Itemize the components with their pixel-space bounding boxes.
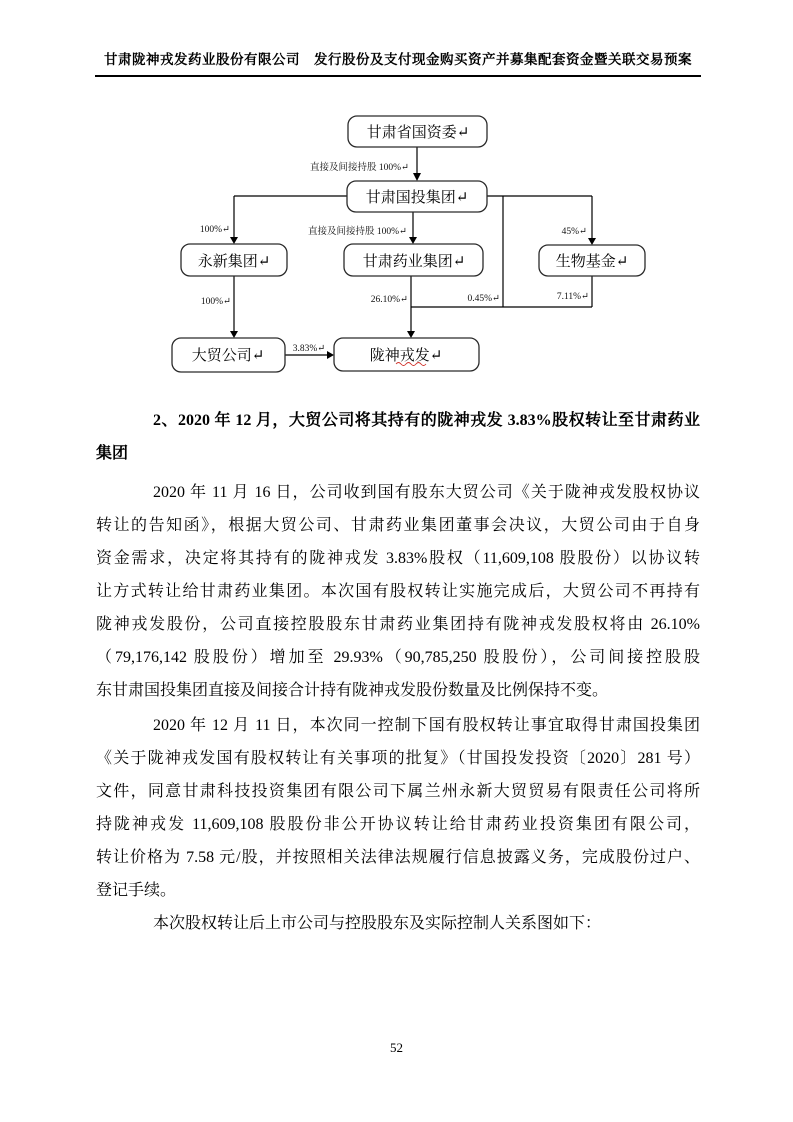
node-guotou-group bbox=[347, 181, 487, 212]
label-lower-left-100: 100%↵ bbox=[200, 297, 231, 307]
text-line: 转让的告知函》，根据大贸公司、甘肃药业集团董事会决议，大贸公司由于自身 bbox=[96, 517, 700, 534]
paragraph-3 bbox=[96, 907, 700, 940]
text-line: 转让价格为 7.58 元/股，并按照相关法律法规履行信息披露义务，完成股份过户、 bbox=[96, 849, 700, 866]
node-provincial-sasac-label: 甘肃省国资委↵ bbox=[366, 125, 470, 141]
header-title: 甘肃陇神戎发药业股份有限公司 发行股份及支付现金购买资产并募集配套资金暨关联交易预案 bbox=[104, 52, 692, 67]
node-yongxin-group-label: 永新集团↵ bbox=[197, 254, 271, 270]
node-provincial-sasac bbox=[348, 116, 487, 147]
label-26-10: 26.10%↵ bbox=[370, 295, 408, 305]
arrowhead-yongxin bbox=[230, 237, 238, 244]
arrowhead-guotou bbox=[413, 173, 421, 181]
node-bio-fund bbox=[539, 245, 645, 276]
node-yongxin-group bbox=[181, 244, 287, 276]
node-damao-company-label: 大贸公司↵ bbox=[191, 348, 265, 364]
text-line: 让方式转让给甘肃药业集团。本次国有股权转让实施完成后，大贸公司不再持有 bbox=[96, 583, 700, 600]
text-line: （79,176,142 股股份）增加至 29.93%（90,785,250 股股份），公司间接控股股 bbox=[96, 649, 700, 666]
label-0-45: 0.45%↵ bbox=[467, 294, 500, 304]
label-left-100: 100%↵ bbox=[199, 225, 230, 235]
arrowhead-biofund bbox=[588, 238, 596, 245]
text-line: 本次股权转让后上市公司与控股股东及实际控制人关系图如下： bbox=[153, 915, 602, 932]
text-line: 2020 年 11 月 16 日，公司收到国有股东大贸公司《关于陇神戎发股权协议 bbox=[153, 484, 700, 501]
node-longshen-rongfa-label: 陇神戎发↵ bbox=[369, 348, 443, 364]
arrowhead-longshen-top bbox=[407, 331, 415, 338]
text-line: 登记手续。 bbox=[96, 882, 177, 899]
text-line: 文件，同意甘肃科技投资集团有限公司下属兰州永新大贸贸易有限责任公司将所 bbox=[96, 783, 700, 800]
paragraph-1 bbox=[96, 476, 700, 707]
text-line: 2、2020 年 12 月，大贸公司将其持有的陇神戎发 3.83%股权转让至甘肃药业 bbox=[153, 412, 700, 429]
arrowhead-pharma bbox=[409, 237, 417, 244]
label-45: 45%↵ bbox=[561, 227, 587, 237]
text-line: 资金需求，决定将其持有的陇神戎发 3.83%股权（11,609,108 股股份）以协议转 bbox=[96, 550, 700, 567]
label-7-11: 7.11%↵ bbox=[556, 292, 589, 302]
section-heading bbox=[96, 404, 700, 470]
node-pharma-group-label: 甘肃药业集团↵ bbox=[362, 254, 466, 270]
label-top-holding: 直接及间接持股 100%↵ bbox=[310, 163, 409, 173]
text-line: 2020 年 12 月 11 日，本次同一控制下国有股权转让事宜取得甘肃国投集团 bbox=[153, 717, 700, 734]
body-text bbox=[96, 404, 700, 940]
text-line: 陇神戎发股份，公司直接控股股东甘肃药业集团持有陇神戎发股权将由 26.10% bbox=[96, 616, 700, 633]
node-pharma-group bbox=[344, 244, 483, 276]
ownership-structure-diagram bbox=[0, 0, 793, 400]
text-line: 持陇神戎发 11,609,108 股股份非公开协议转让给甘肃药业投资集团有限公司， bbox=[96, 816, 700, 833]
text-line: 集团 bbox=[96, 445, 129, 462]
arrowhead-damao bbox=[230, 331, 238, 338]
node-damao-company bbox=[172, 338, 285, 372]
label-mid-holding: 直接及间接持股 100%↵ bbox=[308, 227, 407, 237]
node-guotou-group-label: 甘肃国投集团↵ bbox=[365, 190, 469, 206]
arrowhead-longshen-left bbox=[327, 351, 334, 359]
node-longshen-rongfa bbox=[334, 338, 479, 371]
paragraph-2 bbox=[96, 709, 700, 907]
page-number: 52 bbox=[390, 1040, 403, 1055]
text-line: 《关于陇神戎发国有股权转让有关事项的批复》（甘国投发投资〔2020〕281 号） bbox=[96, 750, 700, 767]
text-line: 东甘肃国投集团直接及间接合计持有陇神戎发股份数量及比例保持不变。 bbox=[96, 682, 609, 699]
label-3-83: 3.83%↵ bbox=[292, 344, 326, 354]
node-bio-fund-label: 生物基金↵ bbox=[555, 254, 629, 270]
